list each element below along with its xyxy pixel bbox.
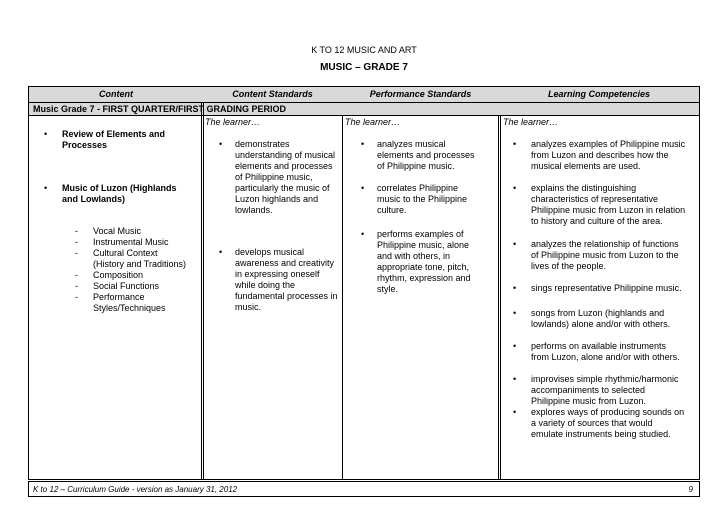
subject-title: MUSIC – GRADE 7	[320, 62, 408, 73]
page-number: 9	[688, 485, 693, 494]
column-divider	[498, 116, 501, 479]
footer-guide-version: K to 12 – Curriculum Guide - version as January 31, 2012	[33, 485, 238, 494]
col-header-performance-standards: Performance Standards	[369, 89, 472, 99]
list-item: - Instrumental Music	[75, 237, 169, 247]
column-divider	[201, 103, 204, 479]
curriculum-table: Content Content Standards Performance Standards Learning Competencies Music Grade 7 - FIRST QUARTER/FIRST GRADING PERIOD • Review of Elements and Processes • Music of Luzon (Highlands and Lowlands) - Vocal Music - Instrumental Music - Cultural Context (History and Traditions) - Composition - Social Functions - Performance Styles/Techniques The learner… • demonstrates understanding of musical elements and processes of Philippine music, particularly the music of Luzon highlands and lowlands. • develops musical awareness and creativity in expressing oneself while doing the fundamental processes in music. The learner… • analyzes musical elements and processes of Philippine music. • correlates Philippine music to the Philippine culture. • performs examples of Philippine music, alone and with others, in appropriate tone, pitch, rhythm, expression and style. The learner… • analyzes examples of Philippine music from Luzon and describes how the musical elements are used. • explains the distinguishing characteristics of representative Philippine music from Luzon in relation to history and culture of the area. • analyzes the relationship of functions of Philippine music from Luzon to the lives of the people. • sings representative Philippine music. • songs from Luzon (highlands and lowlands) alone and/or with others. • performs on available instruments from Luzon, alone and/or with others. • improvises simple rhythmic/harmonic accompaniments to selected Philippine music from Luzon. • explores ways of producing sounds on a variety of sources that would emulate instruments being studied.	[28, 86, 700, 480]
list-item: - Cultural Context (History and Traditions)	[75, 248, 187, 269]
col-header-content: Content	[99, 89, 133, 99]
learner-lead: The learner…	[205, 117, 261, 127]
col-header-learning-competencies: Learning Competencies	[547, 89, 651, 99]
document-title: K TO 12 MUSIC AND ART	[311, 45, 417, 55]
list-item: - Performance Styles/Techniques	[75, 292, 166, 313]
content-subitems	[75, 226, 200, 314]
page-footer	[28, 481, 700, 497]
col-header-content-standards: Content Standards	[232, 89, 313, 99]
list-item: - Social Functions	[75, 281, 160, 291]
table-header-row	[29, 87, 699, 103]
learner-lead: The learner…	[345, 117, 401, 127]
quarter-row: Music Grade 7 - FIRST QUARTER/FIRST GRADING PERIOD	[29, 103, 699, 116]
learning-competencies-column: The learner… • analyzes examples of Philippine music from Luzon and describes how the musical elements are used. • explains the distinguishing characteristics of representative Philippine music from Luzon in relation to history and culture of the area. • analyzes the relationship of functions of Philippine music from Luzon to the lives of the people. • sings representative Philippine music. • songs from Luzon (highlands and lowlands) alone and/or with others. • performs on available instruments from Luzon, alone and/or with others. • improvises simple rhythmic/harmonic accompaniments to selected Philippine music from Luzon. • explores ways of producing sounds on a variety of sources that would emulate instruments being studied.	[503, 117, 699, 128]
performance-standards-column: The learner… • analyzes musical elements and processes of Philippine music. • correlates Philippine music to the Philippine culture. • performs examples of Philippine music, alone and with others, in appropriate tone, pitch, rhythm, expression and style.	[345, 117, 497, 128]
list-item: - Composition	[75, 270, 144, 280]
learner-lead: The learner…	[503, 117, 559, 127]
list-item: - Vocal Music	[75, 226, 142, 236]
content-standards-column: The learner… • demonstrates understanding of musical elements and processes of Philippine music, particularly the music of Luzon highlands and lowlands. • develops musical awareness and creativity in expressing oneself while doing the fundamental processes in music.	[205, 117, 341, 128]
